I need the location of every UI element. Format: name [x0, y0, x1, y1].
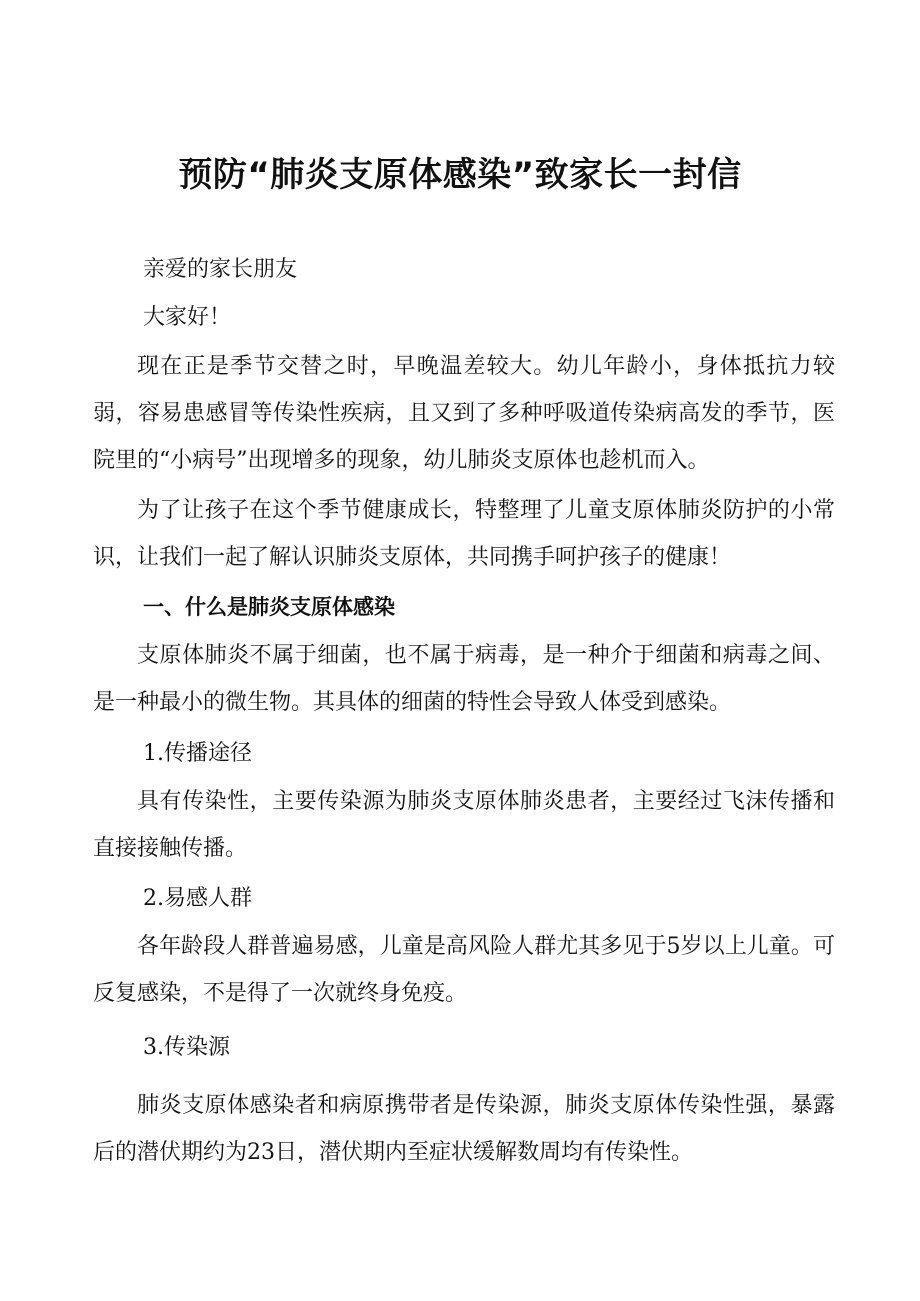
document-title: 预防“肺炎支原体感染”致家长一封信	[178, 155, 742, 195]
item-text-source: 肺炎支原体感染者和病原携带者是传染源，肺炎支原体传染性强，暴露后的潜伏期约为23日，潜伏期内至症状缓解数周均有传染性。	[93, 1093, 835, 1165]
item-text-susceptible: 各年龄段人群普遍易感，儿童是高风险人群尤其多见于5岁以上儿童。可反复感染，不是得了一次就终身免疫。	[93, 934, 835, 1006]
item-title-transmission: 1.传播途径	[143, 741, 252, 766]
item-title-source: 3.传染源	[143, 1035, 230, 1060]
salutation: 亲爱的家长朋友	[143, 257, 298, 282]
section-heading: 一、什么是肺炎支原体感染	[143, 595, 395, 619]
paragraph-2: 为了让孩子在这个季节健康成长，特整理了儿童支原体肺炎防护的小常识，让我们一起了解认识肺炎支原体，共同携手呵护孩子的健康！	[93, 498, 835, 570]
section-intro: 支原体肺炎不属于细菌，也不属于病毒，是一种介于细菌和病毒之间、是一种最小的微生物。其具体的细菌的特性会导致人体受到感染。	[93, 643, 835, 715]
item-title-susceptible: 2.易感人群	[143, 886, 252, 911]
paragraph-1: 现在正是季节交替之时，早晚温差较大。幼儿年龄小，身体抵抗力较弱，容易患感冒等传染性疾病，且又到了多种呼吸道传染病高发的季节，医院里的“小病号”出现增多的现象，幼儿肺炎支原体也趁机而入。	[93, 354, 835, 473]
greeting: 大家好！	[143, 305, 232, 330]
item-text-transmission: 具有传染性，主要传染源为肺炎支原体肺炎患者，主要经过飞沫传播和直接接触传播。	[93, 789, 835, 861]
